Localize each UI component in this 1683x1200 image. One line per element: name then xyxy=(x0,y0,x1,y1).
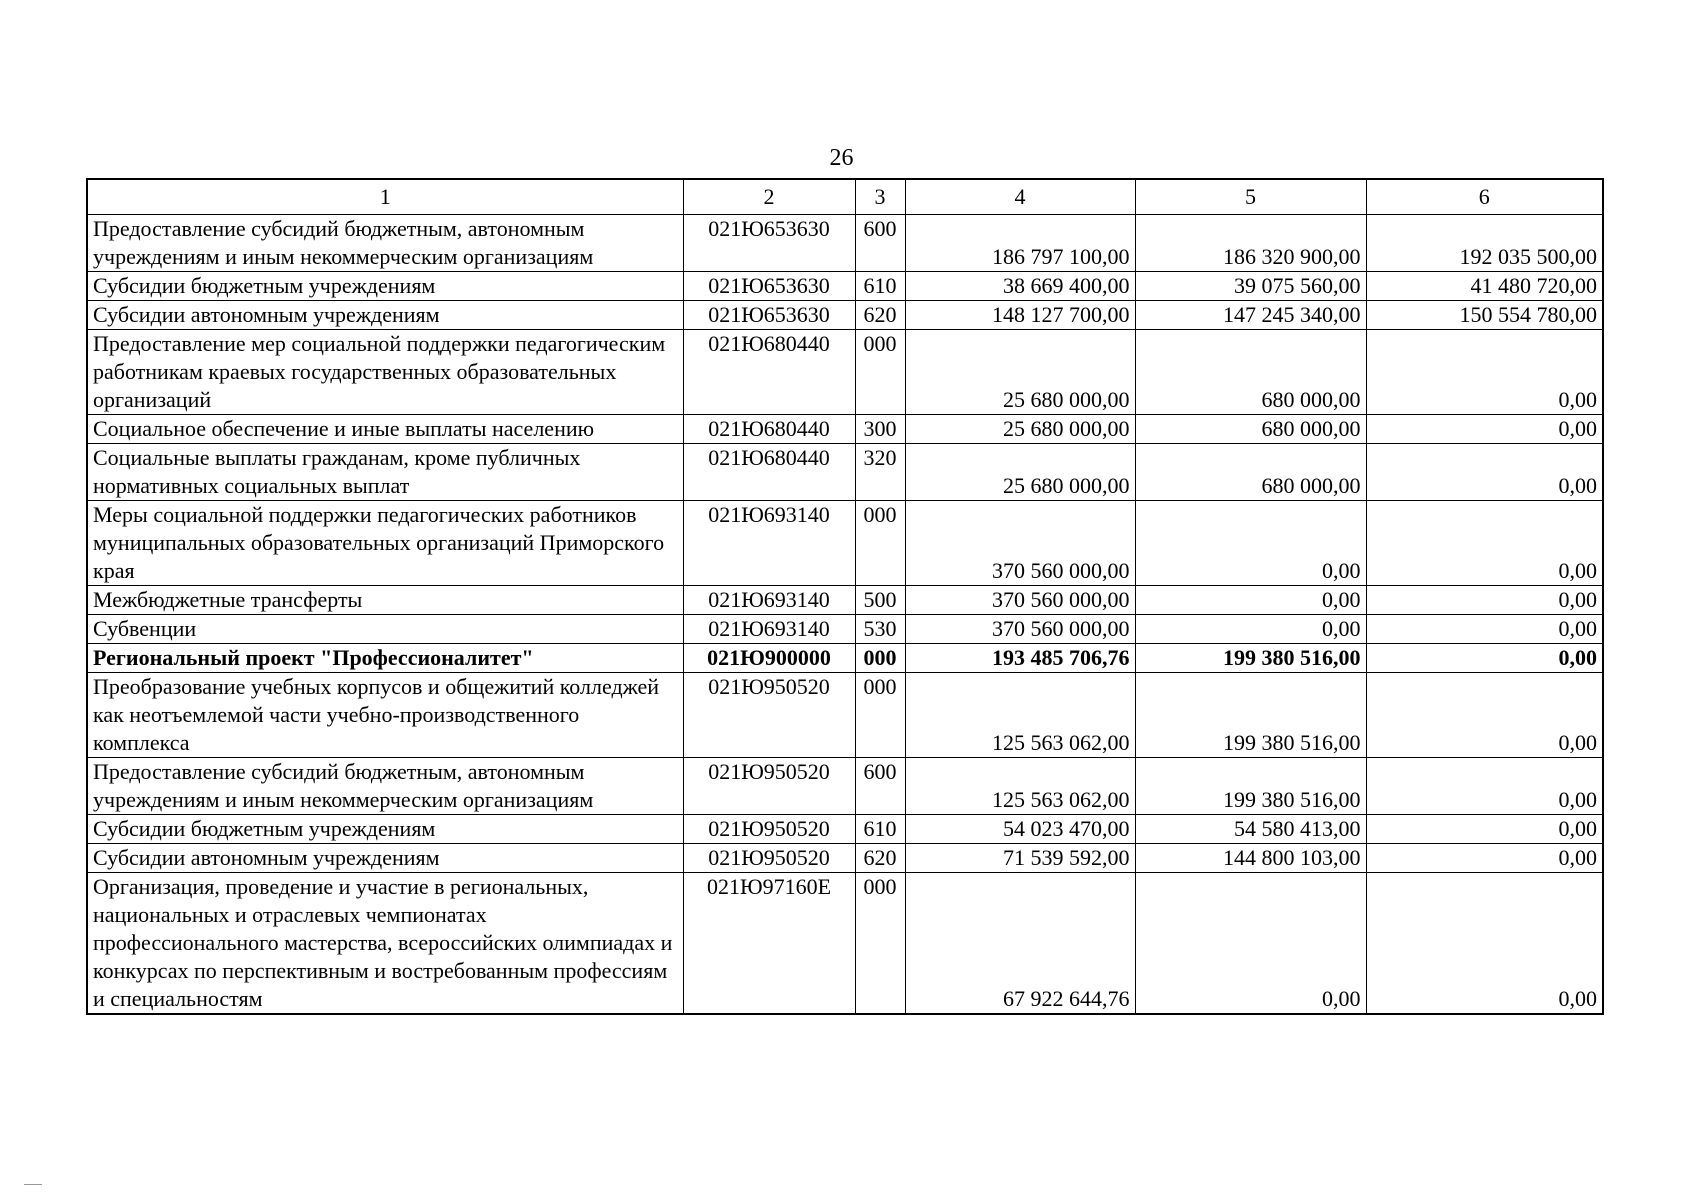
table-row xyxy=(87,815,1603,844)
column-header-6: 6 xyxy=(1366,179,1603,215)
table-header-row xyxy=(87,179,1603,215)
row-code: 021Ю693140 xyxy=(683,586,855,615)
row-value-6: 0,00 xyxy=(1366,815,1603,844)
row-code: 021Ю693140 xyxy=(683,501,855,586)
row-value-5: 144 800 103,00 xyxy=(1135,844,1366,873)
row-value-6: 0,00 xyxy=(1366,615,1603,644)
row-value-6: 0,00 xyxy=(1366,415,1603,444)
row-value-6: 0,00 xyxy=(1366,873,1603,1015)
row-value-5: 0,00 xyxy=(1135,501,1366,586)
row-value-4: 370 560 000,00 xyxy=(905,615,1135,644)
row-code: 021Ю653630 xyxy=(683,301,855,330)
row-code: 021Ю950520 xyxy=(683,815,855,844)
table-row xyxy=(87,615,1603,644)
table-row xyxy=(87,644,1603,673)
row-value-5: 54 580 413,00 xyxy=(1135,815,1366,844)
row-value-6: 0,00 xyxy=(1366,444,1603,501)
row-value-6: 0,00 xyxy=(1366,586,1603,615)
table-body xyxy=(87,215,1603,1015)
row-code: 021Ю653630 xyxy=(683,215,855,272)
row-code: 021Ю680440 xyxy=(683,330,855,415)
row-value-4: 370 560 000,00 xyxy=(905,501,1135,586)
row-value-5: 680 000,00 xyxy=(1135,415,1366,444)
table-row xyxy=(87,758,1603,815)
row-name: Субсидии автономным учреждениям xyxy=(87,844,683,873)
column-header-3: 3 xyxy=(855,179,905,215)
scan-mark xyxy=(24,1184,42,1185)
row-value-4: 25 680 000,00 xyxy=(905,444,1135,501)
row-type: 610 xyxy=(855,815,905,844)
row-value-6: 192 035 500,00 xyxy=(1366,215,1603,272)
row-value-5: 0,00 xyxy=(1135,586,1366,615)
row-type: 610 xyxy=(855,272,905,301)
row-name: Субсидии автономным учреждениям xyxy=(87,301,683,330)
column-header-4: 4 xyxy=(905,179,1135,215)
row-value-4: 125 563 062,00 xyxy=(905,758,1135,815)
row-name: Предоставление субсидий бюджетным, автономным учреждениям и иным некоммерческим организациям xyxy=(87,758,683,815)
row-value-4: 193 485 706,76 xyxy=(905,644,1135,673)
table-row xyxy=(87,501,1603,586)
row-code: 021Ю680440 xyxy=(683,415,855,444)
row-value-5: 0,00 xyxy=(1135,615,1366,644)
row-value-6: 0,00 xyxy=(1366,844,1603,873)
row-code: 021Ю950520 xyxy=(683,673,855,758)
row-code: 021Ю680440 xyxy=(683,444,855,501)
row-name: Предоставление мер социальной поддержки педагогическим работникам краевых государственных образовательных организаций xyxy=(87,330,683,415)
table-row xyxy=(87,330,1603,415)
table-row xyxy=(87,844,1603,873)
row-type: 530 xyxy=(855,615,905,644)
table-row xyxy=(87,215,1603,272)
row-value-4: 38 669 400,00 xyxy=(905,272,1135,301)
row-type: 000 xyxy=(855,644,905,673)
row-name: Преобразование учебных корпусов и общежитий колледжей как неотъемлемой части учебно-производственного комплекса xyxy=(87,673,683,758)
table-row xyxy=(87,586,1603,615)
column-header-1: 1 xyxy=(87,179,683,215)
row-value-5: 147 245 340,00 xyxy=(1135,301,1366,330)
row-type: 000 xyxy=(855,330,905,415)
row-value-6: 41 480 720,00 xyxy=(1366,272,1603,301)
row-value-4: 25 680 000,00 xyxy=(905,415,1135,444)
row-name: Социальные выплаты гражданам, кроме публичных нормативных социальных выплат xyxy=(87,444,683,501)
row-name: Региональный проект "Профессионалитет" xyxy=(87,644,683,673)
row-name: Субсидии бюджетным учреждениям xyxy=(87,272,683,301)
row-value-4: 25 680 000,00 xyxy=(905,330,1135,415)
row-name: Предоставление субсидий бюджетным, автономным учреждениям и иным некоммерческим организациям xyxy=(87,215,683,272)
row-type: 600 xyxy=(855,215,905,272)
row-value-5: 680 000,00 xyxy=(1135,444,1366,501)
row-code: 021Ю900000 xyxy=(683,644,855,673)
row-value-4: 71 539 592,00 xyxy=(905,844,1135,873)
row-type: 620 xyxy=(855,301,905,330)
row-value-6: 0,00 xyxy=(1366,501,1603,586)
table-row xyxy=(87,301,1603,330)
table-row xyxy=(87,673,1603,758)
row-value-5: 199 380 516,00 xyxy=(1135,644,1366,673)
row-code: 021Ю950520 xyxy=(683,758,855,815)
row-value-4: 67 922 644,76 xyxy=(905,873,1135,1015)
table-row xyxy=(87,873,1603,1015)
row-value-6: 0,00 xyxy=(1366,644,1603,673)
row-type: 620 xyxy=(855,844,905,873)
row-value-4: 148 127 700,00 xyxy=(905,301,1135,330)
budget-table xyxy=(86,178,1604,1015)
row-value-4: 186 797 100,00 xyxy=(905,215,1135,272)
row-type: 000 xyxy=(855,673,905,758)
row-value-6: 0,00 xyxy=(1366,330,1603,415)
row-value-6: 150 554 780,00 xyxy=(1366,301,1603,330)
row-value-4: 54 023 470,00 xyxy=(905,815,1135,844)
page-number: 26 xyxy=(829,145,854,171)
table-row xyxy=(87,272,1603,301)
row-code: 021Ю950520 xyxy=(683,844,855,873)
row-name: Межбюджетные трансферты xyxy=(87,586,683,615)
row-value-5: 39 075 560,00 xyxy=(1135,272,1366,301)
row-type: 300 xyxy=(855,415,905,444)
row-value-6: 0,00 xyxy=(1366,758,1603,815)
row-value-4: 125 563 062,00 xyxy=(905,673,1135,758)
row-name: Социальное обеспечение и иные выплаты населению xyxy=(87,415,683,444)
table-row xyxy=(87,444,1603,501)
row-type: 000 xyxy=(855,873,905,1015)
row-value-5: 199 380 516,00 xyxy=(1135,673,1366,758)
row-name: Организация, проведение и участие в региональных, национальных и отраслевых чемпионатах профессионального мастерства, всероссийских олимпиадах и конкурсах по перспективным и востребованным профессиям и специальностям xyxy=(87,873,683,1015)
row-value-5: 0,00 xyxy=(1135,873,1366,1015)
row-type: 500 xyxy=(855,586,905,615)
row-value-5: 680 000,00 xyxy=(1135,330,1366,415)
row-code: 021Ю97160Е xyxy=(683,873,855,1015)
row-value-5: 186 320 900,00 xyxy=(1135,215,1366,272)
row-type: 600 xyxy=(855,758,905,815)
row-value-4: 370 560 000,00 xyxy=(905,586,1135,615)
row-code: 021Ю693140 xyxy=(683,615,855,644)
table-row xyxy=(87,415,1603,444)
column-header-5: 5 xyxy=(1135,179,1366,215)
row-type: 000 xyxy=(855,501,905,586)
row-name: Субвенции xyxy=(87,615,683,644)
row-name: Субсидии бюджетным учреждениям xyxy=(87,815,683,844)
column-header-2: 2 xyxy=(683,179,855,215)
row-value-6: 0,00 xyxy=(1366,673,1603,758)
row-code: 021Ю653630 xyxy=(683,272,855,301)
row-type: 320 xyxy=(855,444,905,501)
row-name: Меры социальной поддержки педагогических работников муниципальных образовательных организаций Приморского края xyxy=(87,501,683,586)
row-value-5: 199 380 516,00 xyxy=(1135,758,1366,815)
